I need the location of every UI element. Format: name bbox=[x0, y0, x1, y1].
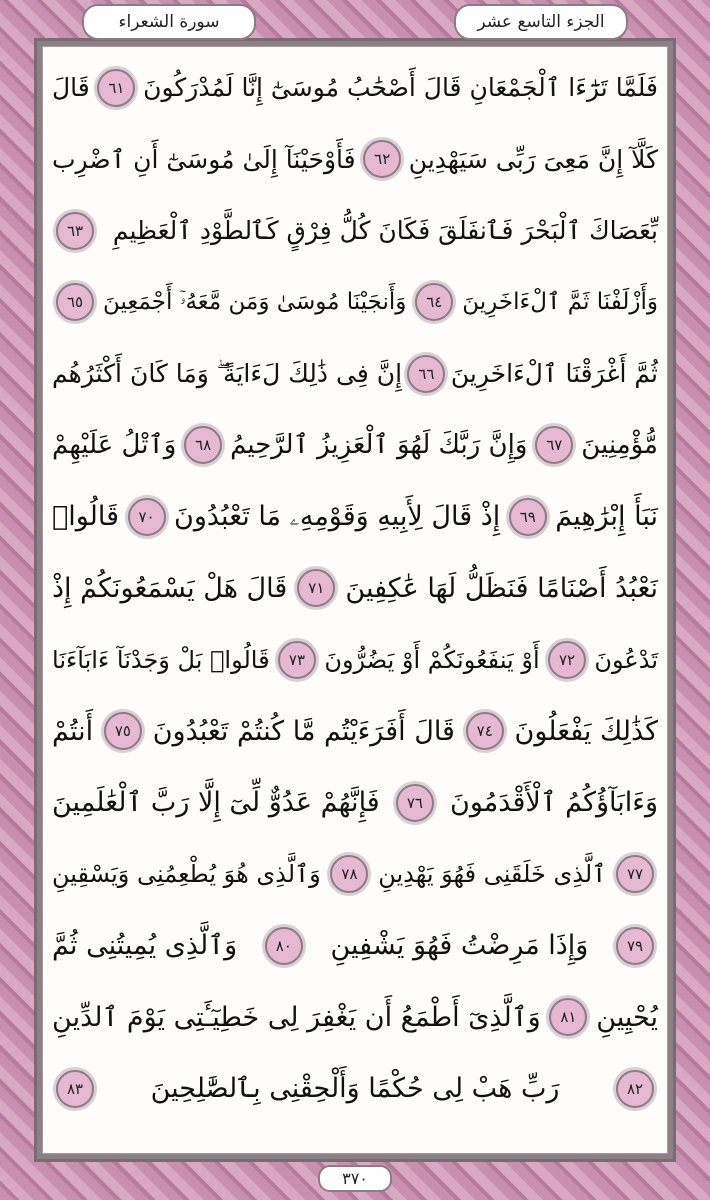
verse-end-marker: ٧٦ bbox=[396, 784, 434, 822]
verse-text: نَعْبُدُ أَصْنَامًا فَنَظَلُّ لَهَا عَٰكِفِينَ bbox=[345, 572, 658, 604]
verse-end-marker: ٧٣ bbox=[278, 641, 316, 679]
verse-end-marker: ٨٣ bbox=[56, 1070, 94, 1108]
verse-end-marker: ٧٤ bbox=[466, 712, 504, 750]
verse-text: إِنَّ فِى ذَٰلِكَ لَءَايَةً ۖ وَمَا كَانَ أَكْثَرُهُم bbox=[52, 358, 403, 388]
verse-text: قَالَ bbox=[52, 73, 90, 103]
verse-text: فَلَمَّا تَرَٰٓءَا ٱلْجَمْعَانِ قَالَ أَصْحَٰبُ مُوسَىٰٓ إِنَّا لَمُدْرَكُونَ bbox=[143, 73, 658, 103]
verse-end-marker: ٦١ bbox=[97, 69, 135, 107]
verse-text: نَبَأَ إِبْرَٰهِيمَ bbox=[555, 501, 658, 533]
verse-text: وَٱتْلُ عَلَيْهِمْ bbox=[52, 430, 177, 461]
verse-text: ٱلَّذِى خَلَقَنِى فَهُوَ يَهْدِينِ bbox=[378, 860, 607, 889]
verse-lines bbox=[52, 52, 658, 1125]
text-line bbox=[52, 338, 658, 410]
verse-end-marker: ٧٢ bbox=[548, 641, 586, 679]
juz-label: الجزء التاسع عشر bbox=[454, 4, 628, 40]
verse-text: وَإِذَا مَرِضْتُ فَهُوَ يَشْفِينِ bbox=[330, 930, 589, 962]
verse-text: وَٱلَّذِى يُمِيتُنِى ثُمَّ bbox=[52, 930, 238, 962]
text-line bbox=[52, 410, 658, 482]
text-line bbox=[52, 839, 658, 911]
verse-end-marker: ٦٥ bbox=[56, 283, 94, 321]
verse-text: كَلَّآ إِنَّ مَعِىَ رَبِّى سَيَهْدِينِ bbox=[408, 144, 658, 174]
verse-text: تَدْعُونَ bbox=[594, 645, 658, 674]
verse-text: وَإِنَّ رَبَّكَ لَهُوَ ٱلْعَزِيزُ ٱلرَّحِيمُ bbox=[230, 430, 528, 461]
text-line bbox=[52, 267, 658, 339]
text-line bbox=[52, 767, 658, 839]
verse-text: فَإِنَّهُمْ عَدُوٌّ لِّىٓ إِلَّا رَبَّ ٱلْعَٰلَمِينَ bbox=[52, 787, 380, 819]
verse-text: يُحْيِينِ bbox=[596, 1001, 658, 1033]
verse-text: بِّعَصَاكَ ٱلْبَحْرَ فَٱنفَلَقَ فَكَانَ كُلُّ فِرْقٍ كَٱلطَّوْدِ ٱلْعَظِيمِ bbox=[112, 216, 658, 246]
verse-end-marker: ٧٥ bbox=[104, 712, 142, 750]
verse-end-marker: ٧٧ bbox=[616, 855, 654, 893]
surah-name-label: سورة الشعراء bbox=[82, 4, 256, 40]
verse-end-marker: ٧٨ bbox=[330, 855, 368, 893]
verse-end-marker: ٦٢ bbox=[363, 140, 401, 178]
verse-text: ثُمَّ أَغْرَقْنَا ٱلْءَاخَرِينَ bbox=[450, 359, 658, 389]
text-line bbox=[52, 52, 658, 124]
verse-text: وَٱلَّذِى هُوَ يُطْعِمُنِى وَيَسْقِينِ bbox=[52, 860, 321, 889]
footer bbox=[0, 1165, 710, 1192]
verse-end-marker: ٦٧ bbox=[535, 426, 573, 464]
verse-end-marker: ٦٨ bbox=[184, 426, 222, 464]
text-line bbox=[52, 124, 658, 196]
verse-text: أَنتُمْ bbox=[52, 715, 94, 747]
verse-end-marker: ٧٠ bbox=[128, 498, 166, 536]
text-line bbox=[52, 553, 658, 625]
verse-text: وَٱلَّذِىٓ أَطْمَعُ أَن يَغْفِرَ لِى خَطِيٓـَٔتِى يَوْمَ ٱلدِّينِ bbox=[52, 1001, 541, 1033]
page-number: ٣٧٠ bbox=[318, 1165, 392, 1192]
verse-end-marker: ٨١ bbox=[549, 998, 587, 1036]
verse-end-marker: ٦٦ bbox=[407, 355, 445, 393]
verse-text: قَالُوا۟ bbox=[52, 501, 120, 533]
verse-text: رَبِّ هَبْ لِى حُكْمًا وَأَلْحِقْنِى بِٱلصَّٰلِحِينَ bbox=[150, 1073, 560, 1105]
text-line bbox=[52, 910, 658, 982]
verse-text: وَءَابَآؤُكُمُ ٱلْأَقْدَمُونَ bbox=[450, 787, 658, 819]
text-line bbox=[52, 624, 658, 696]
verse-text: قَالَ هَلْ يَسْمَعُونَكُمْ إِذْ bbox=[52, 572, 288, 604]
verse-end-marker: ٦٤ bbox=[415, 283, 453, 321]
verse-end-marker: ٦٩ bbox=[509, 498, 547, 536]
text-line bbox=[52, 1053, 658, 1125]
verse-text: قَالَ أَفَرَءَيْتُم مَّا كُنتُمْ تَعْبُدُونَ bbox=[152, 715, 455, 747]
text-line bbox=[52, 481, 658, 553]
verse-text: وَأَنجَيْنَا مُوسَىٰ وَمَن مَّعَهُۥٓ أَجْمَعِينَ bbox=[102, 289, 407, 316]
verse-end-marker: ٨٠ bbox=[265, 927, 303, 965]
verse-end-marker: ٦٣ bbox=[56, 212, 94, 250]
verse-end-marker: ٧٩ bbox=[616, 927, 654, 965]
verse-text: إِذْ قَالَ لِأَبِيهِ وَقَوْمِهِۦ مَا تَعْبُدُونَ bbox=[174, 500, 501, 532]
verse-text: قَالُوا۟ بَلْ وَجَدْنَآ ءَابَآءَنَا bbox=[52, 645, 270, 674]
text-line bbox=[52, 195, 658, 267]
text-line bbox=[52, 696, 658, 768]
verse-end-marker: ٧١ bbox=[297, 569, 335, 607]
verse-end-marker: ٨٢ bbox=[616, 1070, 654, 1108]
verse-text: وَأَزْلَفْنَا ثَمَّ ٱلْءَاخَرِينَ bbox=[462, 289, 658, 316]
text-line bbox=[52, 982, 658, 1054]
verse-text: أَوْ يَنفَعُونَكُمْ أَوْ يَضُرُّونَ bbox=[324, 645, 540, 674]
verse-text: كَذَٰلِكَ يَفْعَلُونَ bbox=[514, 715, 658, 747]
verse-text: فَأَوْحَيْنَآ إِلَىٰ مُوسَىٰٓ أَنِ ٱضْرِب bbox=[52, 144, 356, 174]
verse-text: مُّؤْمِنِينَ bbox=[581, 430, 658, 461]
